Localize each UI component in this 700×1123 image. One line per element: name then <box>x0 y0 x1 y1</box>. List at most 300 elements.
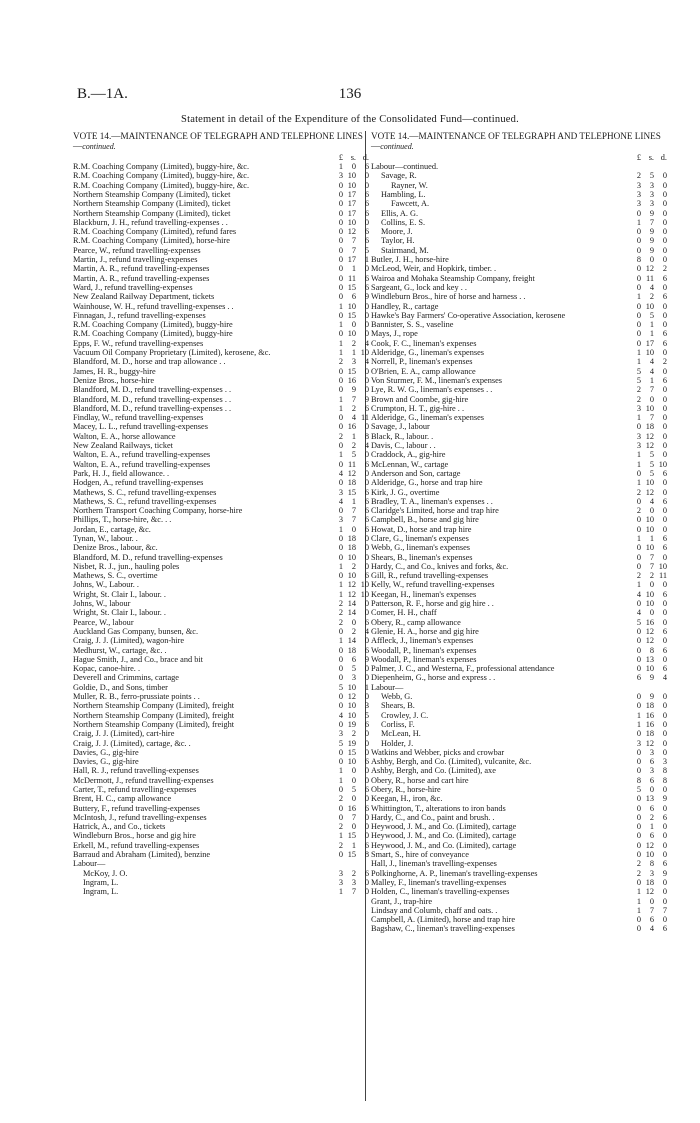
entry-description: Polkinghorne, A. P., lineman's travelling-expenses <box>371 868 538 878</box>
entry-description: Hardy, C., and Co., knives and forks, &c. <box>371 561 509 571</box>
entry-amount <box>325 804 369 813</box>
entry-amount <box>623 850 667 859</box>
entry-description: Whittington, T., alterations to iron bands <box>371 803 506 813</box>
amount-shillings: 6 <box>649 915 654 925</box>
entry-amount <box>623 720 667 729</box>
amount-pounds: 2 <box>338 599 343 609</box>
amount-shillings: 16 <box>645 719 654 729</box>
ledger-row <box>73 757 369 766</box>
entry-amount <box>623 329 667 338</box>
amount-pence: 11 <box>361 413 369 423</box>
amount-pence: 6 <box>364 868 369 878</box>
entry-description: Wairoa and Mohaka Steamship Company, freight <box>371 273 535 283</box>
entry-amount <box>325 376 369 385</box>
entry-amount <box>325 255 369 264</box>
ledger-row <box>371 785 667 794</box>
amount-pence: 9 <box>364 292 369 302</box>
amount-pounds: 0 <box>338 366 343 376</box>
vote-heading <box>73 131 369 153</box>
amount-shillings: 18 <box>347 543 356 553</box>
entry-description: Stairmand, M. <box>381 245 429 255</box>
ledger-row <box>73 729 369 738</box>
entry-amount <box>623 385 667 394</box>
entry-description: Mays, J., rope <box>371 329 418 339</box>
entry-description: Kopac, canoe-hire. . <box>73 664 141 674</box>
entry-amount <box>325 395 369 404</box>
amount-pence: 6 <box>662 645 667 655</box>
ledger-row <box>73 515 369 524</box>
entry-description: Northern Steamship Company (Limited), ticket <box>73 199 231 209</box>
entry-description: Heywood, J. M., and Co. (Limited), cartage <box>371 831 517 841</box>
amount-pence: 0 <box>364 301 369 311</box>
amount-pence: 6 <box>364 719 369 729</box>
entry-description: Martin, A. R., refund travelling-expenses <box>73 273 210 283</box>
amount-pence: 0 <box>662 803 667 813</box>
amount-shillings: 9 <box>649 245 654 255</box>
amount-shillings: 2 <box>351 729 356 739</box>
entry-description: Hall, R. J., refund travelling-expenses <box>73 766 199 776</box>
entry-amount <box>325 683 369 692</box>
entry-description: Keegan, H., lineman's expenses <box>371 589 477 599</box>
amount-pence: 6 <box>662 589 667 599</box>
amount-pounds: 0 <box>636 552 641 562</box>
amount-pounds: 1 <box>636 896 641 906</box>
amount-pounds: 1 <box>338 775 343 785</box>
amount-pounds: 1 <box>636 710 641 720</box>
amount-pence: 0 <box>662 719 667 729</box>
ledger-row <box>371 608 667 617</box>
amount-pence: 6 <box>364 162 369 172</box>
entry-amount <box>325 571 369 580</box>
entry-amount <box>623 422 667 431</box>
entry-description: Palmer, J. C., and Westerna, F., professional attendance <box>371 664 555 674</box>
amount-pence: 0 <box>662 729 667 739</box>
entry-description: Blackburn, J. H., refund travelling-expenses . . <box>73 217 228 227</box>
amount-pence: 0 <box>662 747 667 757</box>
pounds-header: £ <box>636 152 641 162</box>
amount-pence: 0 <box>364 533 369 543</box>
entry-amount <box>623 488 667 497</box>
amount-shillings: 0 <box>649 506 654 516</box>
entry-description: Webb, G., lineman's expenses <box>371 543 470 553</box>
ledger-row <box>371 469 667 478</box>
left-column <box>73 131 369 897</box>
amount-pounds: 2 <box>636 487 641 497</box>
entry-amount <box>325 432 369 441</box>
entry-description: O'Brien, E. A., camp allowance <box>371 366 476 376</box>
amount-pence: 0 <box>364 217 369 227</box>
amount-shillings: 10 <box>645 403 654 413</box>
entry-description: Ingram, L. <box>83 887 119 897</box>
entry-description: Mathews, S. C., overtime <box>73 571 158 581</box>
amount-shillings: 3 <box>351 357 356 367</box>
amount-pence: 0 <box>662 171 667 181</box>
entry-amount <box>325 590 369 599</box>
amount-shillings: 2 <box>351 338 356 348</box>
amount-pence: 0 <box>662 217 667 227</box>
amount-shillings: 9 <box>649 236 654 246</box>
ledger-row <box>73 673 369 682</box>
amount-shillings: 0 <box>649 785 654 794</box>
amount-shillings: 12 <box>645 441 654 451</box>
ledger-row <box>371 413 667 422</box>
amount-pounds: 0 <box>338 664 343 674</box>
amount-pence: 6 <box>364 515 369 525</box>
amount-pence: 0 <box>662 552 667 562</box>
ledger-row <box>371 422 667 431</box>
amount-shillings: 6 <box>649 775 654 785</box>
ledger-row <box>73 608 369 617</box>
amount-pence: 0 <box>662 301 667 311</box>
entry-description: Webb, G. <box>381 692 413 702</box>
amount-pounds: 3 <box>338 729 343 739</box>
amount-pounds: 0 <box>636 701 641 711</box>
amount-pence: 6 <box>364 617 369 627</box>
ledger-row <box>371 432 667 441</box>
ledger-row <box>371 562 667 571</box>
entry-description: Crowley, J. C. <box>381 710 429 720</box>
amount-pounds: 5 <box>636 375 641 385</box>
statement-title: Statement in detail of the Expenditure of the Consolidated Fund—continued. <box>181 114 519 125</box>
amount-pounds: 0 <box>338 701 343 711</box>
amount-pence: 5 <box>364 710 369 720</box>
amount-pounds: 0 <box>636 812 641 822</box>
entry-description: Davies, G., gig-hire <box>73 747 139 757</box>
entry-description: Blandford, M. D., refund travelling-expenses . . <box>73 394 232 404</box>
amount-shillings: 1 <box>649 375 654 385</box>
ledger-row <box>73 683 369 692</box>
entry-amount <box>623 794 667 803</box>
entry-description: Craddock, A., gig-hire <box>371 450 446 460</box>
ledger-row <box>371 339 667 348</box>
entry-description: Corliss, F. <box>381 719 415 729</box>
amount-pounds: 1 <box>338 831 343 841</box>
amount-pence: 9 <box>364 394 369 404</box>
entry-description: Sargeant, G., lock and key . . <box>371 282 467 292</box>
ledger-row <box>371 711 667 720</box>
amount-pence: 6 <box>364 506 369 516</box>
ledger-row <box>371 236 667 245</box>
amount-shillings: 7 <box>351 506 356 516</box>
amount-pounds: 3 <box>338 868 343 878</box>
entry-amount <box>623 497 667 506</box>
entry-description: Nisbet, R. J., jun., hauling poles <box>73 561 180 571</box>
amount-pounds: 2 <box>338 840 343 850</box>
amount-pounds: 0 <box>338 533 343 543</box>
amount-pence: 4 <box>364 626 369 636</box>
entry-description: Hambling, L. <box>381 190 426 199</box>
entry-amount <box>623 190 667 199</box>
entry-description: Ingram, L. <box>83 877 119 887</box>
ledger-row <box>73 543 369 552</box>
amount-pence: 0 <box>364 738 369 748</box>
entry-amount <box>325 766 369 775</box>
amount-pounds: 0 <box>636 645 641 655</box>
entry-amount <box>325 311 369 320</box>
amount-shillings: 15 <box>347 747 356 757</box>
amount-pounds: 0 <box>338 385 343 395</box>
amount-pounds: 0 <box>338 747 343 757</box>
entry-description: Northern Transport Coaching Company, horse-hire <box>73 506 243 516</box>
amount-pounds: 0 <box>338 626 343 636</box>
entry-description: Hardy, C., and Co., paint and brush. . <box>371 812 495 822</box>
entry-amount <box>623 543 667 552</box>
amount-shillings: 7 <box>351 245 356 255</box>
ledger-row <box>73 711 369 720</box>
ledger-row <box>371 748 667 757</box>
entry-amount <box>325 357 369 366</box>
ledger-row <box>371 404 667 413</box>
entry-amount <box>623 181 667 190</box>
pence-header: d. <box>660 152 667 162</box>
amount-pence: 3 <box>662 757 667 767</box>
entry-description: Brown and Coombe, gig-hire <box>371 394 469 404</box>
amount-pence: 0 <box>364 608 369 618</box>
amount-pence: 6 <box>662 292 667 302</box>
amount-shillings: 4 <box>649 366 654 376</box>
amount-shillings: 12 <box>347 468 356 478</box>
amount-pence: 0 <box>662 654 667 664</box>
entry-amount <box>623 460 667 469</box>
amount-pounds: 0 <box>338 543 343 553</box>
amount-shillings: 7 <box>351 236 356 246</box>
amount-shillings: 9 <box>351 385 356 395</box>
amount-shillings: 9 <box>649 208 654 218</box>
amount-pounds: 1 <box>636 719 641 729</box>
ledger-row <box>371 497 667 506</box>
entry-description: R.M. Coaching Company (Limited), buggy-hire, &c. <box>73 180 250 190</box>
entry-description: McLennan, W., cartage <box>371 459 449 469</box>
amount-pence: 10 <box>360 589 369 599</box>
entry-description: Alderidge, G., lineman's expenses <box>371 413 485 423</box>
entry-amount <box>325 608 369 617</box>
ledger-row <box>73 794 369 803</box>
entry-amount <box>623 580 667 589</box>
amount-pence: 0 <box>364 729 369 739</box>
amount-shillings: 4 <box>649 496 654 506</box>
amount-shillings: 4 <box>649 924 654 934</box>
ledger-row <box>73 246 369 255</box>
entry-description: Gill, R., refund travelling-expenses <box>371 571 489 581</box>
amount-shillings: 8 <box>649 645 654 655</box>
entry-description: Diepenheim, G., horse and express . . <box>371 673 496 683</box>
left-entries <box>73 162 369 896</box>
amount-pounds: 0 <box>636 282 641 292</box>
entry-amount <box>623 525 667 534</box>
entry-amount <box>325 757 369 766</box>
amount-pounds: 0 <box>636 515 641 525</box>
amount-pence: 0 <box>662 701 667 711</box>
amount-pence: 6 <box>662 812 667 822</box>
entry-description: Keegan, H., iron, &c. <box>371 794 443 804</box>
amount-pence: 6 <box>364 524 369 534</box>
entry-amount <box>623 376 667 385</box>
amount-pence: 0 <box>662 450 667 460</box>
amount-pounds: 1 <box>338 636 343 646</box>
amount-shillings: 10 <box>347 701 356 711</box>
amount-pence: 6 <box>662 924 667 934</box>
amount-shillings: 0 <box>351 794 356 804</box>
amount-pounds: 0 <box>338 692 343 702</box>
entry-amount <box>623 599 667 608</box>
ledger-row <box>73 329 369 338</box>
amount-shillings: 1 <box>351 348 356 358</box>
entry-description: McLeod, Weir, and Hopkirk, timber. . <box>371 264 497 274</box>
amount-shillings: 9 <box>649 227 654 237</box>
amount-pence: 0 <box>364 812 369 822</box>
amount-shillings: 5 <box>649 310 654 320</box>
amount-pounds: 3 <box>636 199 641 209</box>
entry-amount <box>623 171 667 180</box>
entry-amount <box>325 339 369 348</box>
ledger-row <box>371 739 667 748</box>
amount-pounds: 1 <box>636 357 641 367</box>
amount-shillings: 10 <box>347 301 356 311</box>
entry-amount <box>325 525 369 534</box>
amount-pounds: 2 <box>636 506 641 516</box>
amount-pence: 0 <box>662 840 667 850</box>
entry-amount <box>623 906 667 915</box>
entry-amount <box>623 292 667 301</box>
entry-description: Obery, R., camp allowance <box>371 617 461 627</box>
entry-description: Norrell, P., lineman's expenses <box>371 357 473 367</box>
amount-shillings: 12 <box>645 264 654 274</box>
amount-pounds: 1 <box>338 450 343 460</box>
amount-shillings: 15 <box>347 850 356 860</box>
amount-pence: 0 <box>364 180 369 190</box>
ledger-row <box>371 841 667 850</box>
amount-shillings: 10 <box>347 180 356 190</box>
amount-shillings: 0 <box>649 255 654 265</box>
entry-description: R.M. Coaching Company (Limited), buggy-hire <box>73 320 233 330</box>
entry-description: Windleburn Bros., horse and gig hire <box>73 831 196 841</box>
amount-pence: 0 <box>662 915 667 925</box>
entry-amount <box>623 897 667 906</box>
ledger-row <box>73 859 369 868</box>
ledger-row <box>73 655 369 664</box>
amount-pence: 10 <box>360 348 369 358</box>
entry-amount <box>623 859 667 868</box>
amount-pounds: 5 <box>636 617 641 627</box>
amount-pounds: 0 <box>636 543 641 553</box>
amount-shillings: 16 <box>347 375 356 385</box>
entry-description: Cook, F. C., lineman's expenses <box>371 338 477 348</box>
amount-pounds: 0 <box>636 301 641 311</box>
ledger-row <box>73 320 369 329</box>
amount-pence: 10 <box>360 580 369 590</box>
entry-amount <box>623 646 667 655</box>
amount-shillings: 2 <box>649 292 654 302</box>
amount-pence: 1 <box>364 682 369 692</box>
entry-amount <box>623 804 667 813</box>
amount-pounds: 0 <box>636 338 641 348</box>
amount-pence: 6 <box>364 459 369 469</box>
ledger-row <box>73 413 369 422</box>
ledger-row <box>73 367 369 376</box>
entry-description: Mathews, S. C., refund travelling-expenses <box>73 487 217 497</box>
amount-pounds: 0 <box>338 236 343 246</box>
entry-amount <box>325 580 369 589</box>
amount-pounds: 1 <box>636 413 641 423</box>
entry-amount <box>623 395 667 404</box>
amount-pounds: 1 <box>338 403 343 413</box>
amount-shillings: 5 <box>351 450 356 460</box>
entry-amount <box>325 302 369 311</box>
amount-pounds: 0 <box>636 840 641 850</box>
ledger-row <box>73 199 369 208</box>
amount-shillings: 3 <box>351 877 356 887</box>
vote-heading-text: VOTE 14.—MAINTENANCE OF TELEGRAPH AND TELEPHONE LINES— <box>371 131 661 152</box>
entry-description: Mathews, S. C., refund travelling-expenses <box>73 496 217 506</box>
amount-shillings: 10 <box>645 478 654 488</box>
ledger-row <box>371 357 667 366</box>
entry-amount <box>623 813 667 822</box>
entry-description: Grant, J., trap-hire <box>371 896 433 906</box>
amount-pounds: 1 <box>338 580 343 590</box>
amount-shillings: 12 <box>645 840 654 850</box>
ledger-row <box>73 497 369 506</box>
amount-pence: 0 <box>364 366 369 376</box>
entry-amount <box>325 794 369 803</box>
entry-amount <box>325 692 369 701</box>
ledger-row <box>73 283 369 292</box>
ledger-row <box>371 348 667 357</box>
amount-pounds: 0 <box>338 850 343 860</box>
entry-description: Hall, J., lineman's travelling-expenses <box>371 859 497 869</box>
ledger-row <box>371 822 667 831</box>
ledger-row <box>73 506 369 515</box>
amount-pounds: 0 <box>636 692 641 702</box>
entry-amount <box>325 878 369 887</box>
ledger-row <box>371 283 667 292</box>
amount-pounds: 0 <box>338 785 343 794</box>
entry-amount <box>325 264 369 273</box>
entry-description: Craig, J. J. (Limited), cartage, &c. . <box>73 738 191 748</box>
page-number: 136 <box>338 86 362 102</box>
amount-shillings: 14 <box>347 608 356 618</box>
entry-description: Heywood, J. M., and Co. (Limited), cartage <box>371 840 517 850</box>
amount-pence: 1 <box>364 255 369 265</box>
entry-description: Lye, R. W. G., lineman's expenses . . <box>371 385 493 395</box>
right-column <box>371 131 667 934</box>
amount-shillings: 4 <box>649 282 654 292</box>
entry-description: Walton, E. A., refund travelling-expenses <box>73 459 211 469</box>
ledger-row <box>73 813 369 822</box>
entry-description: Hawke's Bay Farmers' Co-operative Association, kerosene <box>371 310 566 320</box>
entry-amount <box>623 711 667 720</box>
amount-shillings: 1 <box>649 822 654 832</box>
right-entries <box>371 162 667 934</box>
entry-description: Medhurst, W., cartage, &c. . <box>73 645 167 655</box>
entry-amount <box>325 227 369 236</box>
entry-amount <box>325 543 369 552</box>
ledger-row <box>371 190 667 199</box>
amount-pounds: 0 <box>338 441 343 451</box>
amount-pounds: 0 <box>636 227 641 237</box>
amount-pence: 0 <box>662 831 667 841</box>
ledger-row <box>371 655 667 664</box>
ledger-row <box>371 915 667 924</box>
ledger-row <box>73 376 369 385</box>
entry-description: Labour— <box>371 682 404 692</box>
ledger-row <box>73 571 369 580</box>
amount-pounds: 0 <box>338 673 343 683</box>
amount-pounds: 2 <box>636 385 641 395</box>
amount-pence: 0 <box>364 831 369 841</box>
amount-pence: 6 <box>662 329 667 339</box>
amount-shillings: 2 <box>351 561 356 571</box>
entry-description: Comer, H. H., chaff <box>371 608 437 618</box>
